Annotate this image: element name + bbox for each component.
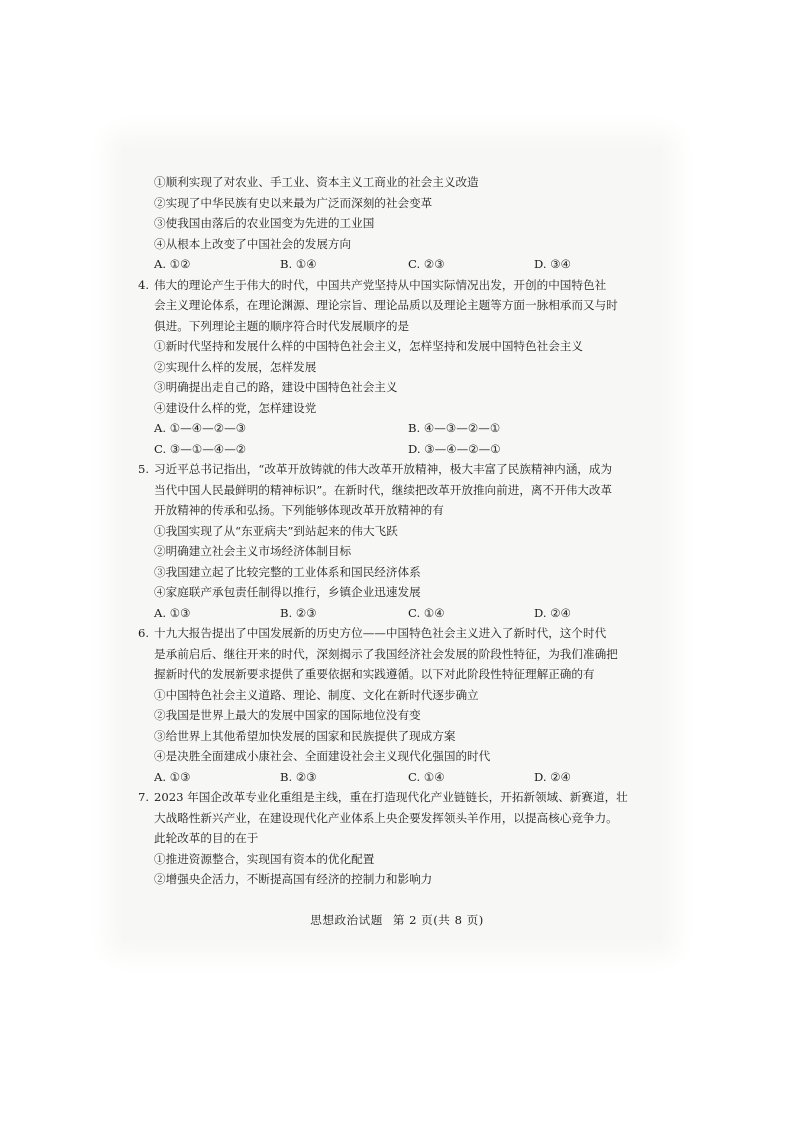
q6-stem-text-1: 十九大报告提出了中国发展新的历史方位——中国特色社会主义进入了新时代，这个时代 (154, 626, 607, 640)
q5-stem-line-2: 当代中国人民最鲜明的精神标识”。在新时代，继续把改革开放推向前进，离不开伟大改革 (154, 482, 613, 497)
q5-choices (138, 603, 678, 624)
q5-choice-b: B. ②③ (280, 605, 317, 620)
q5-stem-line-1 (138, 459, 678, 480)
question-7 (138, 787, 678, 890)
q3-option-4: ④从根本上改变了中国社会的发展方向 (154, 236, 352, 251)
q7-stem-line-3: 此轮改革的目的在于 (154, 831, 259, 845)
footer-subject: 思想政治试题 (310, 913, 383, 927)
q6-choices (138, 767, 678, 788)
q6-option-3: ③给世界上其他希望加快发展的国家和民族提供了现成方案 (154, 728, 456, 743)
q5-option-2: ②明确建立社会主义市场经济体制目标 (154, 544, 352, 558)
q4-choice-b: B. ④—③—②—① (408, 421, 501, 435)
q6-stem-line-3: 握新时代的发展新要求提供了重要依据和实践遵循。以下对此阶段性特征理解正确的有 (154, 667, 595, 681)
q4-choice-a: A. ①—④—②—③ (154, 421, 247, 435)
question-6 (138, 623, 678, 787)
q3-choice-c: C. ②③ (408, 257, 445, 271)
q5-option-1: ①我国实现了从“东亚病夫”到站起来的伟大飞跃 (154, 523, 398, 538)
q6-stem-line-2: 是承前启后、继往开来的时代，深刻揭示了我国经济社会发展的阶段性特征，为我们准确把 (154, 646, 618, 661)
q4-choices-row-2 (138, 439, 678, 460)
q4-stem-line-2: 会主义理论体系，在理论渊源、理论宗旨、理论品质以及理论主题等方面一脉相承而又与时 (154, 298, 618, 312)
q4-option-1: ①新时代坚持和发展什么样的中国特色社会主义，怎样坚持和发展中国特色社会主义 (154, 339, 583, 353)
page-footer (0, 912, 794, 928)
question-5 (138, 459, 678, 623)
question-3-continuation (138, 172, 678, 275)
q6-option-4: ④是决胜全面建成小康社会、全面建设社会主义现代化强国的时代 (154, 749, 491, 763)
q6-stem-line-1 (138, 623, 678, 644)
q4-number: 4. (138, 277, 150, 292)
q4-option-4: ④建设什么样的党，怎样建设党 (154, 400, 317, 415)
q4-choice-d: D. ③—④—②—① (408, 441, 501, 456)
q6-choice-d: D. ②④ (534, 769, 572, 784)
q4-stem-line-1 (138, 275, 678, 296)
q4-stem-text-1: 伟大的理论产生于伟大的时代，中国共产党坚持从中国实际情况出发，开创的中国特色社 (154, 277, 607, 292)
q3-option-2: ②实现了中华民族有史以来最为广泛而深刻的社会变革 (154, 195, 433, 210)
q6-choice-c: C. ①④ (408, 769, 445, 784)
q5-choice-c: C. ①④ (408, 605, 445, 620)
q4-option-3: ③明确提出走自己的路，建设中国特色社会主义 (154, 380, 398, 394)
q5-option-4: ④家庭联产承包责任制得以推行，乡镇企业迅速发展 (154, 585, 421, 599)
q5-choice-d: D. ②④ (534, 605, 572, 620)
q3-choice-d: D. ③④ (534, 257, 572, 271)
q6-number: 6. (138, 626, 150, 640)
q7-option-2: ②增强央企活力，不断提高国有经济的控制力和影响力 (154, 872, 433, 886)
q7-stem-line-2: 大战略性新兴产业，在建设现代化产业体系上央企要发挥领头羊作用，以提高核心竞争力。 (154, 810, 618, 825)
q6-choice-a: A. ①③ (154, 769, 191, 784)
q6-option-2: ②我国是世界上最大的发展中国家的国际地位没有变 (154, 708, 421, 722)
q7-number: 7. (138, 790, 150, 804)
q5-option-3: ③我国建立起了比较完整的工业体系和国民经济体系 (154, 564, 421, 579)
q6-choice-b: B. ②③ (280, 769, 317, 784)
q3-choice-a: A. ①② (154, 257, 191, 271)
exam-page-content (138, 172, 678, 890)
q4-choices-row-1 (138, 418, 678, 439)
question-4 (138, 275, 678, 460)
q7-option-1: ①推进资源整合，实现国有资本的优化配置 (154, 851, 375, 866)
q4-choice-c: C. ③—①—④—② (154, 441, 247, 456)
q7-stem-line-1 (138, 787, 678, 808)
q7-stem-text-1: 2023 年国企改革专业化重组是主线，重在打造现代化产业链链长，开拓新领域、新赛道，壮 (154, 790, 628, 804)
q5-choice-a: A. ①③ (154, 605, 191, 620)
footer-page-number: 第 2 页(共 8 页) (392, 913, 484, 927)
q3-choice-b: B. ①④ (280, 257, 317, 271)
q3-option-1: ①顺利实现了对农业、手工业、资本主义工商业的社会主义改造 (154, 175, 479, 189)
q5-number: 5. (138, 462, 150, 476)
q4-option-2: ②实现什么样的发展，怎样发展 (154, 359, 317, 374)
q4-stem-line-3: 俱进。下列理论主题的顺序符合时代发展顺序的是 (154, 318, 410, 333)
q3-choices (138, 254, 678, 275)
q3-option-3: ③使我国由落后的农业国变为先进的工业国 (154, 216, 375, 230)
q5-stem-line-3: 开放精神的传承和弘扬。下列能够体现改革开放精神的有 (154, 503, 444, 517)
q6-option-1: ①中国特色社会主义道路、理论、制度、文化在新时代逐步确立 (154, 687, 479, 702)
q5-stem-text-1: 习近平总书记指出，“改革开放铸就的伟大改革开放精神，极大丰富了民族精神内涵，成为 (154, 462, 613, 476)
